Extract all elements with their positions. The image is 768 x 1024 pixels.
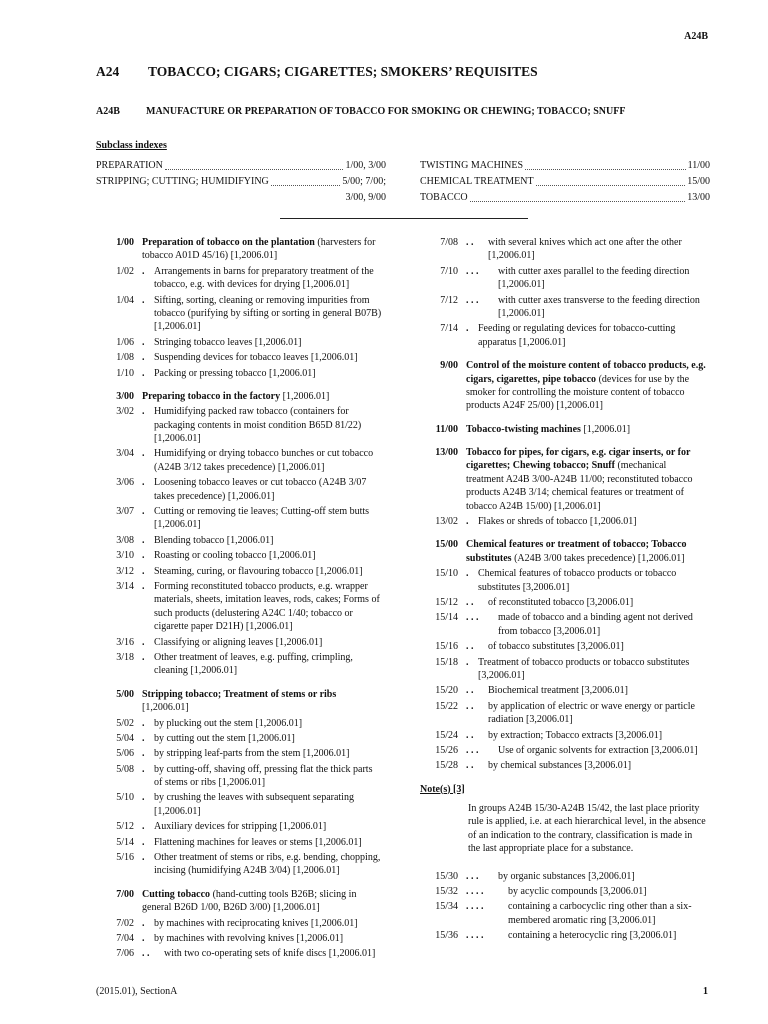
- indent-dots: .: [142, 917, 145, 929]
- main-group-entry: [420, 446, 706, 513]
- group-title-detail: (hand-cutting tools B26B; slicing in general B26D 1/00, B26D 3/00) [1,2006.01]: [142, 888, 357, 914]
- subgroup-entry: [96, 917, 382, 930]
- group-number: 7/06: [116, 948, 134, 960]
- indent-dots: .: [142, 792, 145, 804]
- index-term: TOBACCO: [420, 192, 468, 203]
- indent-dots: .: [142, 550, 145, 562]
- group-title-detail: [1,2006.01]: [142, 702, 189, 714]
- group-title: Humidifying or drying tobacco bunches or cut tobacco (A24B 3/12 takes precedence) [1,2006.01]: [154, 448, 374, 473]
- subgroup-entry: [420, 870, 706, 883]
- indent-dots: . .: [466, 729, 474, 741]
- group-title: by extraction; Tobacco extracts [3,2006.01]: [488, 729, 663, 741]
- index-term: STRIPPING; CUTTING; HUMIDIFYING: [96, 176, 269, 187]
- indent-dots: . .: [466, 596, 474, 608]
- group-title: by plucking out the stem [1,2006.01]: [154, 717, 303, 729]
- indent-dots: .: [142, 932, 145, 944]
- subgroup-entry: [96, 851, 382, 878]
- group-title: by chemical substances [3,2006.01]: [488, 760, 632, 772]
- group-number: 7/08: [440, 237, 458, 248]
- group-title: by machines with reciprocating knives [1,2006.01]: [154, 917, 358, 929]
- subgroup-entry: [420, 885, 706, 898]
- index-refs: 13/00: [687, 192, 710, 203]
- subgroup-entry: [96, 294, 382, 334]
- group-title: Suspending devices for tobacco leaves [1,2006.01]: [154, 352, 358, 364]
- class-title: TOBACCO; CIGARS; CIGARETTES; SMOKERS’ REQUISITES: [148, 64, 538, 79]
- indent-dots: . .: [142, 948, 150, 960]
- indent-dots: .: [142, 448, 145, 460]
- subgroup-entry: [420, 611, 706, 638]
- indent-dots: .: [466, 323, 469, 335]
- class-heading: [96, 63, 708, 81]
- indent-dots: .: [142, 852, 145, 864]
- group-number: 3/12: [116, 565, 134, 577]
- subgroup-entry: [96, 265, 382, 292]
- group-title: containing a heterocyclic ring [3,2006.01]: [508, 930, 677, 942]
- group-number: 1/08: [116, 352, 134, 364]
- main-group-entry: [96, 688, 382, 715]
- group-title-main: Cutting tobacco: [142, 888, 211, 900]
- index-refs: 1/00, 3/00: [345, 160, 386, 171]
- page-number: 1: [703, 986, 708, 997]
- group-title: Auxiliary devices for stripping [1,2006.01]: [154, 821, 327, 833]
- group-number: 7/14: [440, 323, 458, 335]
- subgroup-entry: [420, 567, 706, 594]
- group-title-main: Chemical features or treatment of tobacco; Tobacco substitutes: [466, 539, 687, 564]
- indent-dots: .: [142, 717, 145, 729]
- indent-dots: .: [142, 821, 145, 833]
- indent-dots: .: [142, 534, 145, 546]
- group-number: 3/10: [116, 550, 134, 562]
- group-number: 15/24: [435, 729, 458, 741]
- indent-dots: .: [142, 580, 145, 592]
- group-number: 3/16: [116, 636, 134, 648]
- group-number: 7/04: [116, 932, 134, 944]
- subgroup-entry: [420, 729, 706, 742]
- group-number: 5/02: [116, 717, 134, 729]
- group-title: by application of electric or wave energy or particle radiation [3,2006.01]: [488, 700, 695, 726]
- group-title: with two co-operating sets of knife discs [1,2006.01]: [164, 948, 376, 960]
- group-title: Other treatment of leaves, e.g. puffing, crimpling, cleaning [1,2006.01]: [154, 651, 353, 677]
- group-title-main: Tobacco for pipes, for cigars, e.g. cigar inserts, or for cigarettes; Chewing tobacco; Snuff: [466, 447, 691, 472]
- index-term: TWISTING MACHINES: [420, 160, 524, 171]
- subgroup-entry: [96, 565, 382, 578]
- indent-dots: .: [142, 732, 145, 744]
- group-title-detail: [1,2006.01]: [580, 423, 631, 435]
- subgroup-entry: [96, 534, 382, 547]
- subgroup-entry: [96, 791, 382, 818]
- subgroup-entry: [420, 900, 706, 927]
- subgroup-entry: [96, 447, 382, 474]
- group-title: of tobacco substitutes [3,2006.01]: [488, 641, 624, 653]
- group-number: 15/14: [435, 612, 458, 624]
- group-number: 15/22: [435, 700, 458, 712]
- index-right-column: [420, 158, 710, 206]
- group-title: Steaming, curing, or flavouring tobacco [1,2006.01]: [154, 565, 363, 577]
- group-title-main: Tobacco-twisting machines: [466, 423, 581, 435]
- group-title-main: Preparing tobacco in the factory: [142, 390, 281, 402]
- group-title-detail: (harvesters for tobacco A01D 45/16) [1,2006.01]: [142, 237, 376, 262]
- group-number: 15/30: [435, 870, 458, 882]
- group-title: made of tobacco and a binding agent not derived from tobacco [3,2006.01]: [498, 612, 693, 637]
- group-title: Blending tobacco [1,2006.01]: [154, 534, 274, 546]
- group-title: Other treatment of stems or ribs, e.g. bending, chopping, incising (humidifying A24B 3/04) [1,2006.01]: [154, 852, 381, 877]
- right-entries-bottom: [420, 870, 706, 943]
- indent-dots: .: [142, 367, 145, 379]
- group-title: Stringing tobacco leaves [1,2006.01]: [154, 336, 302, 348]
- group-title: containing a carbocyclic ring other than a six-membered aromatic ring [3,2006.01]: [508, 901, 692, 926]
- group-number: 15/18: [435, 656, 458, 668]
- subgroup-entry: [96, 351, 382, 364]
- indent-dots: . . . .: [466, 901, 484, 913]
- group-title: Flattening machines for leaves or stems [1,2006.01]: [154, 836, 362, 848]
- note-title: Note(s) [3]: [420, 783, 465, 795]
- group-number: 5/00: [116, 688, 134, 700]
- group-title-detail: [1,2006.01]: [280, 390, 330, 402]
- indent-dots: .: [466, 656, 469, 668]
- indent-dots: .: [142, 636, 145, 648]
- group-number: 5/16: [116, 852, 134, 864]
- indent-dots: .: [142, 265, 145, 277]
- group-title: with several knives which act one after the other [1,2006.01]: [488, 237, 682, 262]
- group-number: 15/32: [435, 886, 458, 898]
- footer-edition: (2015.01), SectionA: [96, 986, 178, 997]
- group-number: 3/04: [116, 448, 134, 460]
- group-title-main: Preparation of tobacco on the plantation: [142, 237, 315, 248]
- group-title: Feeding or regulating devices for tobacco-cutting apparatus [1,2006.01]: [478, 323, 676, 348]
- subgroup-entry: [96, 367, 382, 380]
- index-entry: [420, 190, 710, 206]
- indent-dots: . . . .: [466, 930, 484, 942]
- subclass-indexes-title: Subclass indexes: [96, 140, 167, 151]
- group-number: 15/26: [435, 744, 458, 756]
- group-number: 3/08: [116, 534, 134, 546]
- group-number: 3/07: [116, 506, 134, 518]
- subgroup-entry: [420, 322, 706, 349]
- subgroup-entry: [96, 505, 382, 532]
- group-title: [466, 423, 706, 436]
- group-number: 15/36: [435, 930, 458, 942]
- indent-dots: . . .: [466, 612, 479, 624]
- group-number: 15/16: [435, 641, 458, 653]
- group-number: 1/10: [116, 367, 134, 379]
- indent-dots: . . . .: [466, 886, 484, 898]
- index-entry: [96, 158, 386, 174]
- subgroup-entry: [420, 744, 706, 757]
- group-title: Treatment of tobacco products or tobacco substitutes [3,2006.01]: [478, 656, 690, 681]
- page-code: A24B: [684, 31, 708, 42]
- subgroup-entry: [96, 476, 382, 503]
- group-title-detail: (devices for use by the smoker for controlling the moisture content of tobacco products A24F 25/00) [1,2006.01]: [466, 373, 690, 412]
- group-number: 5/08: [116, 763, 134, 775]
- index-refs: 5/00; 7/00;: [342, 176, 386, 187]
- main-group-entry: [96, 888, 382, 915]
- index-entry: [96, 174, 386, 190]
- group-number: 15/34: [435, 901, 458, 913]
- index-entry-continuation: [96, 190, 386, 206]
- subgroup-entry: [96, 836, 382, 849]
- group-number: 3/06: [116, 477, 134, 489]
- group-title: by cutting-off, shaving off, pressing flat the thick parts of stems or ribs [1,2006.01]: [154, 763, 373, 789]
- indent-dots: .: [142, 763, 145, 775]
- group-number: 15/12: [435, 596, 458, 608]
- index-refs: 11/00: [687, 160, 710, 171]
- indent-dots: .: [142, 477, 145, 489]
- index-refs: 15/00: [687, 176, 710, 187]
- indent-dots: .: [142, 352, 145, 364]
- group-number: 3/18: [116, 651, 134, 663]
- group-title: [142, 236, 382, 263]
- group-number: 1/04: [116, 294, 134, 306]
- group-title: Loosening tobacco leaves or cut tobacco (A24B 3/07 takes precedence) [1,2006.01]: [154, 477, 367, 502]
- subgroup-entry: [420, 294, 706, 321]
- group-title: Packing or pressing tobacco [1,2006.01]: [154, 367, 316, 379]
- group-number: 5/06: [116, 748, 134, 760]
- indent-dots: . .: [466, 237, 474, 248]
- group-number: 7/12: [440, 294, 458, 306]
- group-title-detail: (mechanical treatment A24B 3/00-A24B 11/00; reconstituted tobacco products A24B 3/14; chemical features or treatment of tobacco A24B 15/00) [1,2006.01]: [466, 460, 693, 512]
- indent-dots: .: [142, 565, 145, 577]
- group-number: 13/00: [435, 447, 458, 459]
- group-number: 5/10: [116, 792, 134, 804]
- group-title: by acyclic compounds [3,2006.01]: [508, 886, 647, 898]
- group-title: [142, 688, 382, 715]
- index-left-column: [96, 158, 386, 206]
- left-entries-column: [96, 236, 382, 963]
- group-title: Roasting or cooling tobacco [1,2006.01]: [154, 550, 316, 562]
- group-title-main: Control of the moisture content of tobacco products, e.g. cigars, cigarettes, pipe tobacco: [466, 360, 706, 385]
- main-group-entry: [420, 423, 706, 436]
- group-number: 15/00: [435, 539, 458, 551]
- subclass-code: A24B: [96, 106, 120, 117]
- group-title: by cutting out the stem [1,2006.01]: [154, 732, 295, 744]
- group-number: 7/02: [116, 917, 134, 929]
- subclass-title: MANUFACTURE OR PREPARATION OF TOBACCO FOR SMOKING OR CHEWING; TOBACCO; SNUFF: [146, 106, 626, 117]
- subgroup-entry: [96, 580, 382, 634]
- group-title: Chemical features of tobacco products or tobacco substitutes [3,2006.01]: [478, 568, 677, 593]
- class-code: A24: [96, 64, 120, 79]
- indent-dots: . . .: [466, 294, 479, 306]
- indent-dots: .: [466, 516, 469, 528]
- group-title: Biochemical treatment [3,2006.01]: [488, 685, 628, 697]
- group-number: 3/14: [116, 580, 134, 592]
- subclass-heading: [96, 105, 728, 118]
- group-title: by stripping leaf-parts from the stem [1,2006.01]: [154, 748, 350, 760]
- indent-dots: . . .: [466, 870, 479, 882]
- note-text: In groups A24B 15/30-A24B 15/42, the last place priority rule is applied, i.e. at each hierarchical level, in the absence of an indication to the contrary, classification is made in the last appropriate place for a substance.: [468, 803, 706, 855]
- group-number: 15/20: [435, 685, 458, 697]
- group-title: Forming reconstituted tobacco products, e.g. wrapper materials, sheets, imitation leaves, rods, cakes; Forms of such products (delustering A24C 1/40; tobacco or cigarette paper D21H) [1,2006.01]: [154, 580, 380, 633]
- main-group-entry: [420, 359, 706, 413]
- group-number: 3/00: [116, 390, 134, 402]
- group-number: 15/10: [435, 568, 458, 580]
- indent-dots: .: [142, 651, 145, 663]
- group-title: [142, 390, 382, 403]
- indent-dots: .: [142, 506, 145, 518]
- subgroup-entry: [96, 732, 382, 745]
- group-title: with cutter axes parallel to the feeding direction [1,2006.01]: [498, 265, 690, 291]
- subgroup-entry: [420, 929, 706, 942]
- indent-dots: .: [142, 336, 145, 348]
- group-title: of reconstituted tobacco [3,2006.01]: [488, 596, 634, 608]
- subgroup-entry: [96, 820, 382, 833]
- group-title: Cutting or removing tie leaves; Cutting-off stem butts [1,2006.01]: [154, 506, 370, 531]
- group-number: 5/14: [116, 836, 134, 848]
- indent-dots: . .: [466, 685, 474, 697]
- group-title-main: Stripping tobacco; Treatment of stems or ribs: [142, 688, 337, 700]
- index-refs: 3/00, 9/00: [345, 192, 386, 203]
- right-entries-column: [420, 236, 706, 945]
- subgroup-entry: [420, 700, 706, 727]
- main-group-entry: [420, 538, 706, 565]
- subgroup-entry: [96, 336, 382, 349]
- group-number: 3/02: [116, 406, 134, 418]
- subgroup-entry: [96, 947, 382, 960]
- index-entry: [420, 174, 710, 190]
- group-number: 7/00: [116, 888, 134, 900]
- group-title: by machines with revolving knives [1,2006.01]: [154, 932, 344, 944]
- subgroup-entry: [420, 640, 706, 653]
- subgroup-entry: [96, 636, 382, 649]
- indent-dots: . .: [466, 641, 474, 653]
- group-number: 7/10: [440, 265, 458, 277]
- indent-dots: .: [142, 406, 145, 418]
- group-title: Sifting, sorting, cleaning or removing impurities from tobacco (purifying by sifting or sorting in general B07B) [1,2006.01]: [154, 294, 382, 333]
- subgroup-entry: [96, 763, 382, 790]
- subgroup-entry: [96, 405, 382, 445]
- indent-dots: . .: [466, 760, 474, 772]
- group-number: 11/00: [435, 423, 458, 435]
- subgroup-entry: [420, 759, 706, 772]
- group-number: 15/28: [435, 760, 458, 772]
- subgroup-entry: [420, 684, 706, 697]
- group-title: [142, 888, 382, 915]
- group-title: with cutter axes transverse to the feeding direction [1,2006.01]: [498, 294, 700, 319]
- section-divider: [280, 218, 528, 219]
- main-group-entry: [96, 390, 382, 403]
- group-number: 9/00: [440, 360, 458, 372]
- group-title: Use of organic solvents for extraction [3,2006.01]: [498, 744, 698, 756]
- right-entries-top: [420, 236, 706, 773]
- indent-dots: .: [142, 836, 145, 848]
- group-title: [466, 446, 706, 513]
- group-title: [466, 538, 706, 565]
- group-title: Arrangements in barns for preparatory treatment of the tobacco, e.g. with devices for drying [1,2006.01]: [154, 265, 374, 291]
- group-number: 5/04: [116, 732, 134, 744]
- group-title: Classifying or aligning leaves [1,2006.01]: [154, 636, 323, 648]
- group-number: 5/12: [116, 821, 134, 833]
- indent-dots: . . .: [466, 265, 479, 277]
- indent-dots: .: [142, 748, 145, 760]
- index-entry: [420, 158, 710, 174]
- indent-dots: .: [142, 294, 145, 306]
- group-number: 1/00: [116, 237, 134, 248]
- group-title: Humidifying packed raw tobacco (containers for packaging contents in moist condition B65D 81/22) [1,2006.01]: [154, 406, 362, 445]
- indent-dots: . .: [466, 700, 474, 712]
- subgroup-entry: [420, 596, 706, 609]
- group-number: 1/02: [116, 265, 134, 277]
- indent-dots: . . .: [466, 744, 479, 756]
- subgroup-entry: [96, 549, 382, 562]
- index-term: CHEMICAL TREATMENT: [420, 176, 534, 187]
- subgroup-entry: [420, 656, 706, 683]
- subgroup-entry: [420, 515, 706, 528]
- group-number: 13/02: [435, 516, 458, 528]
- group-title: by organic substances [3,2006.01]: [498, 870, 635, 882]
- group-title-detail: (A24B 3/00 takes precedence) [1,2006.01]: [511, 552, 685, 564]
- group-number: 1/06: [116, 336, 134, 348]
- subgroup-entry: [420, 236, 706, 263]
- group-title: by crushing the leaves with subsequent separating [1,2006.01]: [154, 792, 354, 817]
- subgroup-entry: [420, 265, 706, 292]
- subgroup-entry: [96, 747, 382, 760]
- group-title: Flakes or shreds of tobacco [1,2006.01]: [478, 516, 637, 528]
- subgroup-entry: [96, 932, 382, 945]
- subgroup-entry: [96, 651, 382, 678]
- index-term: PREPARATION: [96, 160, 163, 171]
- main-group-entry: [96, 236, 382, 263]
- group-title: [466, 359, 706, 413]
- subgroup-entry: [96, 717, 382, 730]
- indent-dots: .: [466, 568, 469, 580]
